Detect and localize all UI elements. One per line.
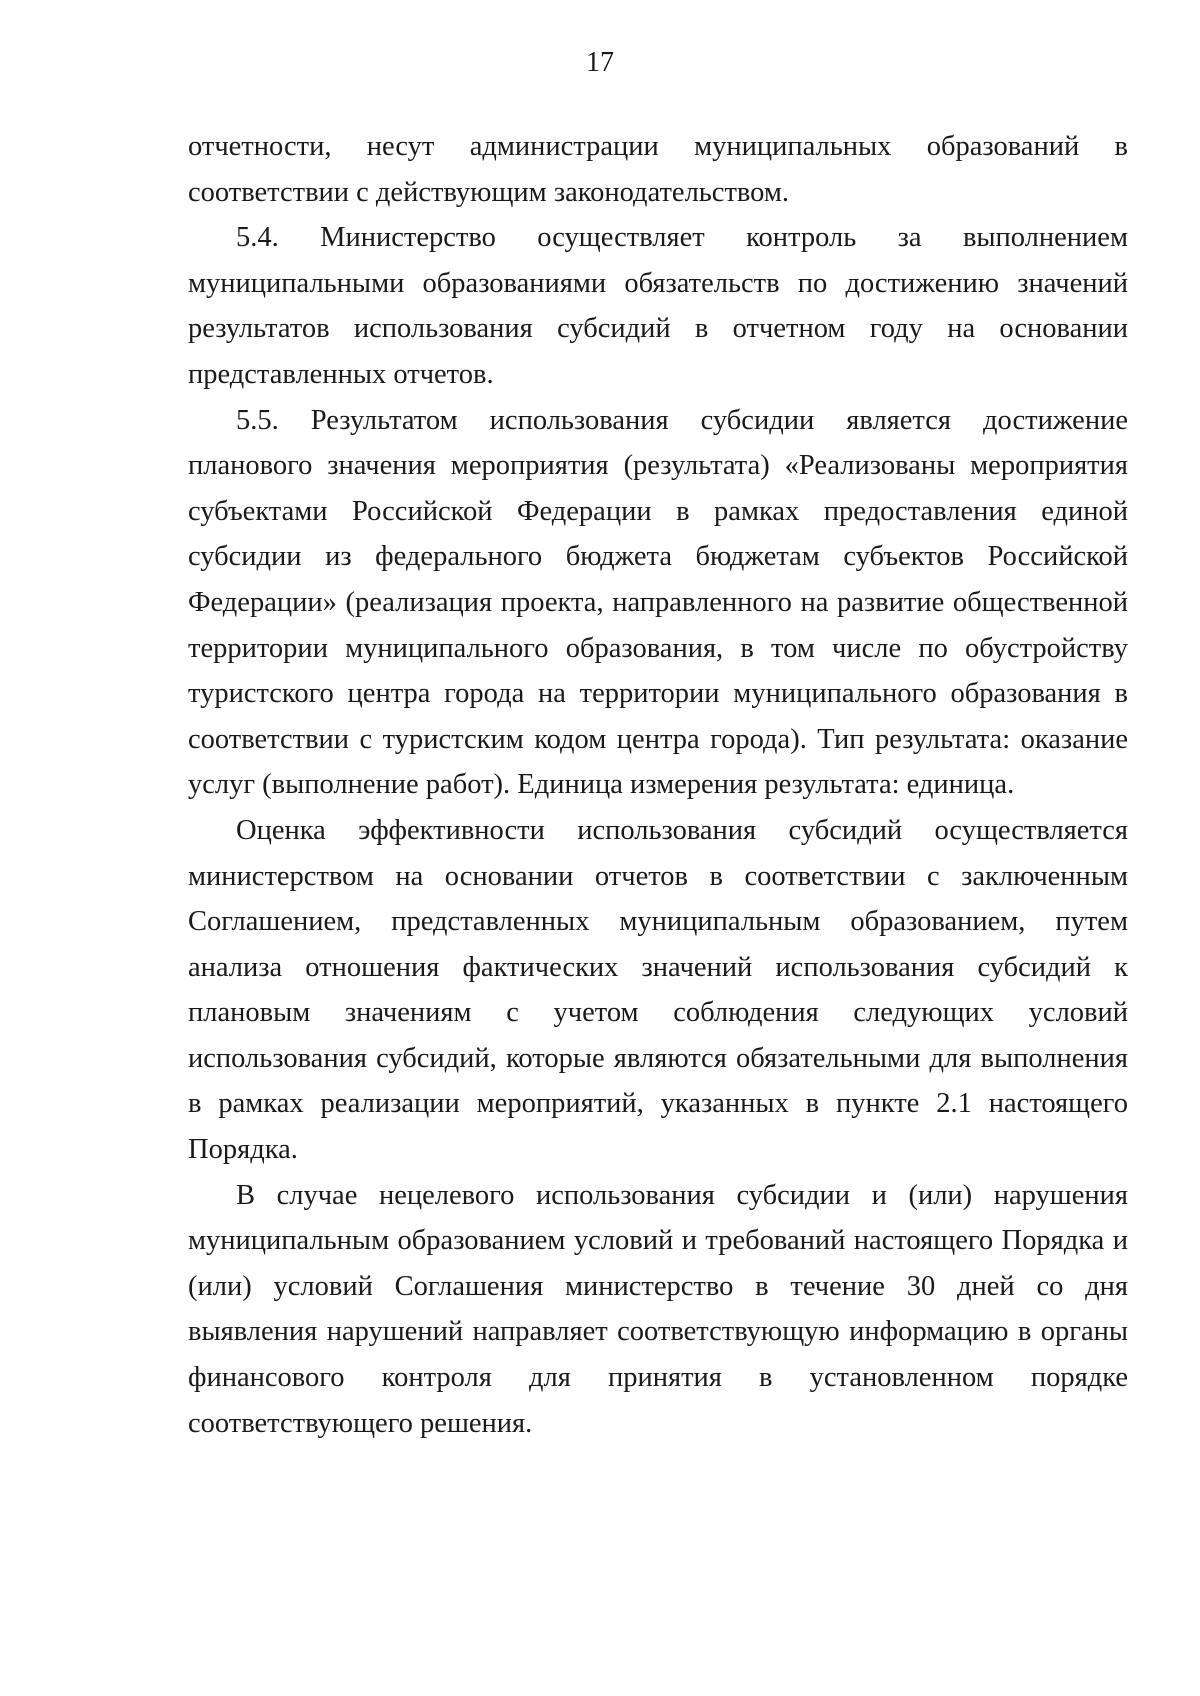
- paragraph-evaluation: Оценка эффективности использования субсидий осуществляется министерством на основании отчетов в соответствии с заключенным Соглашением, представленных муниципальным образованием, путем анализа отношения фактических значений использования субсидий к плановым значениям с учетом соблюдения следующих условий использования субсидий, которые являются обязательными для выполнения в рамках реализации мероприятий, указанных в пункте 2.1 настоящего Порядка.: [188, 814, 1128, 1166]
- page-number: 17: [586, 47, 614, 78]
- paragraph-misuse: В случае нецелевого использования субсидии и (или) нарушения муниципальным образованием условий и требований настоящего Порядка и (или) условий Соглашения министерство в течение 30 дней со дня выявления нарушений направляет соответствующую информацию в органы финансового контроля для принятия в установленном порядке соответствующего решения.: [188, 1179, 1128, 1439]
- paragraph-continuation: отчетности, несут администрации муниципальных образований в соответствии с действующим законодательством.: [188, 131, 1128, 208]
- document-body: [188, 124, 1128, 1446]
- paragraph-clause-5-5: 5.5. Результатом использования субсидии является достижение планового значения мероприятия (результата) «Реализованы мероприятия субъектами Российской Федерации в рамках предоставления единой субсидии из федерального бюджета бюджетам субъектов Российской Федерации» (реализация проекта, направленного на развитие общественной территории муниципального образования, в том числе по обустройству туристского центра города на территории муниципального образования в соответствии с туристским кодом центра города). Тип результата: оказание услуг (выполнение работ). Единица измерения результата: единица.: [188, 404, 1128, 801]
- paragraph-clause-5-4: 5.4. Министерство осуществляет контроль за выполнением муниципальными образованиями обязательств по достижению значений результатов использования субсидий в отчетном году на основании представленных отчетов.: [188, 222, 1128, 390]
